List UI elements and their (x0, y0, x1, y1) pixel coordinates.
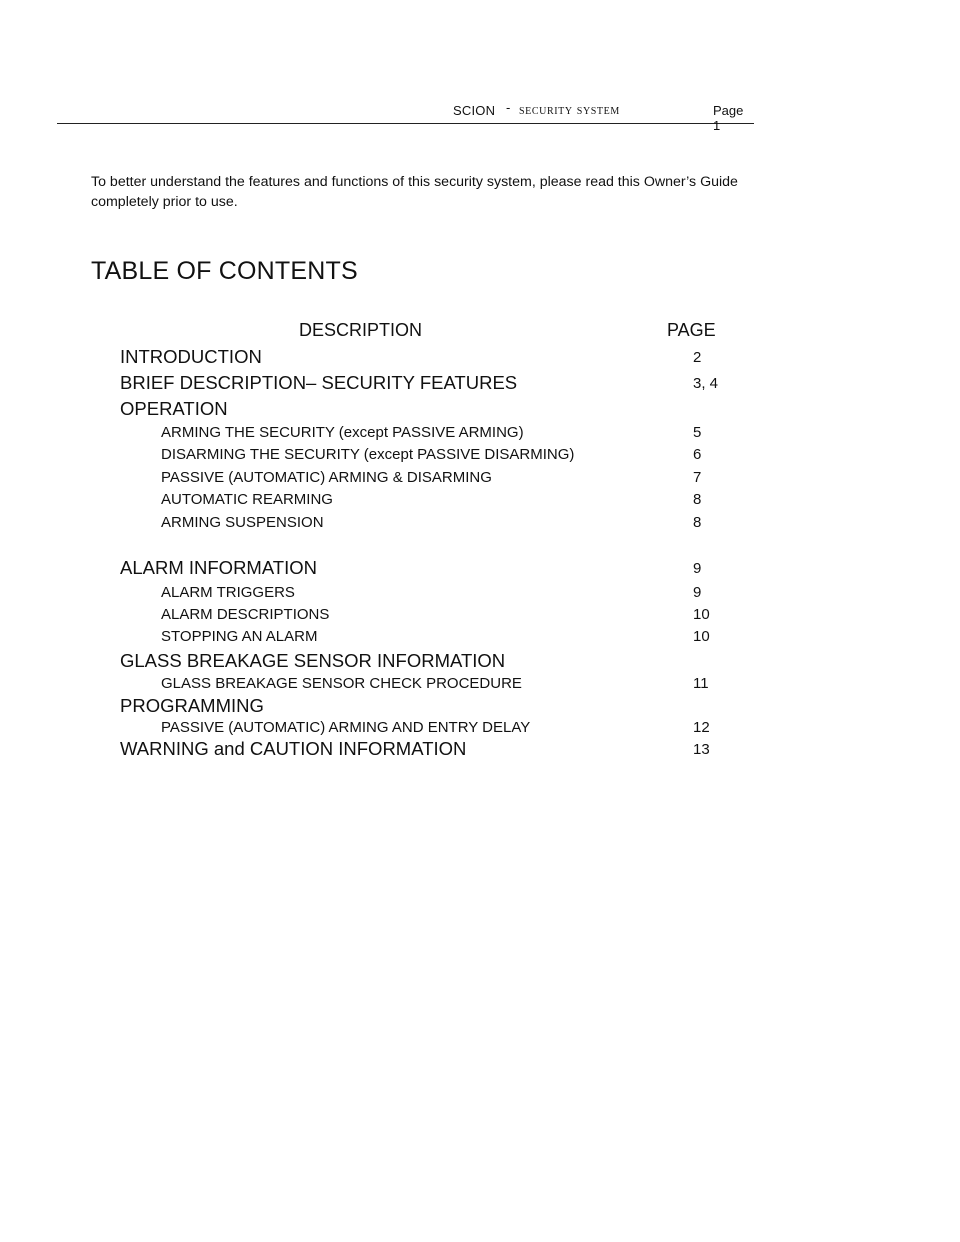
toc-entry-label: PROGRAMMING (120, 695, 264, 716)
toc-entry-label: ALARM INFORMATION (120, 557, 317, 578)
toc-entry-label: PASSIVE (AUTOMATIC) ARMING & DISARMING (161, 469, 492, 486)
toc-entry-page: 11 (693, 675, 709, 692)
header-separator: - (506, 100, 511, 115)
toc-entry-glass-breakage[interactable] (0, 650, 960, 674)
toc-column-page: PAGE (667, 320, 716, 340)
toc-entry-introduction[interactable] (0, 346, 960, 370)
toc-entry-page: 12 (693, 719, 710, 736)
toc-entry-label: DISARMING THE SECURITY (except PASSIVE DISARMING) (161, 446, 575, 463)
toc-entry-page: 5 (693, 424, 702, 441)
toc-entry-page: 9 (693, 560, 702, 577)
toc-entry-label: ALARM TRIGGERS (161, 584, 295, 601)
toc-entry-alarm-triggers[interactable] (0, 584, 960, 608)
toc-entry-page: 8 (693, 514, 702, 531)
toc-entry-disarming[interactable] (0, 446, 960, 470)
toc-entry-page: 3, 4 (693, 375, 719, 392)
header-brand: SCION (453, 103, 496, 118)
intro-paragraph: To better understand the features and functions of this security system, please read this Owner’s Guide completely prior to use. (91, 174, 738, 210)
toc-entry-alarm-descriptions[interactable] (0, 606, 960, 630)
toc-entry-automatic-rearming[interactable] (0, 491, 960, 515)
toc-column-description: DESCRIPTION (299, 320, 423, 340)
toc-entry-label: WARNING and CAUTION INFORMATION (120, 738, 467, 759)
toc-entry-label: PASSIVE (AUTOMATIC) ARMING AND ENTRY DELAY (161, 719, 531, 736)
toc-entry-label: ARMING SUSPENSION (161, 514, 324, 531)
toc-entry-arming[interactable] (0, 424, 960, 448)
toc-title: TABLE OF CONTENTS (91, 257, 358, 285)
toc-entry-passive-arming[interactable] (0, 469, 960, 493)
header-subtitle: security system (519, 103, 620, 118)
toc-entry-page: 7 (693, 469, 702, 486)
toc-entry-label: GLASS BREAKAGE SENSOR INFORMATION (120, 650, 506, 671)
toc-entry-stopping-alarm[interactable] (0, 628, 960, 652)
toc-entry-label: AUTOMATIC REARMING (161, 491, 333, 508)
toc-entry-page: 10 (693, 606, 710, 623)
toc-entry-page: 8 (693, 491, 702, 508)
toc-entry-label: ARMING THE SECURITY (except PASSIVE ARMING) (161, 424, 524, 441)
toc-entry-label: OPERATION (120, 398, 228, 419)
toc-entry-brief-description[interactable] (0, 372, 960, 396)
toc-entry-label: GLASS BREAKAGE SENSOR CHECK PROCEDURE (161, 675, 522, 692)
toc-entry-page: 9 (693, 584, 702, 601)
toc-entry-label: BRIEF DESCRIPTION– SECURITY FEATURES (120, 372, 518, 393)
toc-entry-label: INTRODUCTION (120, 346, 262, 367)
toc-entry-page: 2 (693, 349, 702, 366)
toc-entry-page: 6 (693, 446, 702, 463)
toc-entry-warning-caution[interactable] (0, 738, 960, 762)
toc-entry-programming[interactable] (0, 695, 960, 719)
toc-entry-operation[interactable] (0, 398, 960, 422)
page-header (57, 100, 754, 133)
toc-entry-alarm-information[interactable] (0, 557, 960, 581)
toc-entry-label: ALARM DESCRIPTIONS (161, 606, 330, 623)
toc-entry-page: 13 (693, 741, 710, 758)
toc-entry-label: STOPPING AN ALARM (161, 628, 318, 645)
toc-entry-arming-suspension[interactable] (0, 514, 960, 538)
page-number: Page 1 (713, 103, 744, 133)
toc-entry-page: 10 (693, 628, 710, 645)
